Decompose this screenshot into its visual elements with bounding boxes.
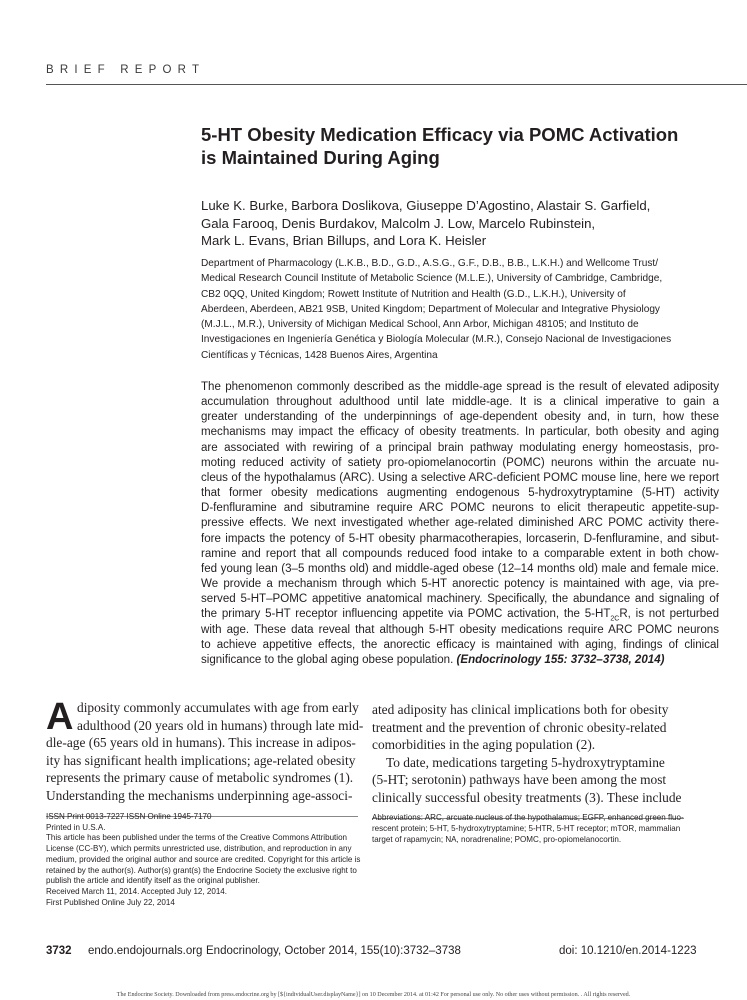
abstract-final-text: significance to the global aging obese population. [201,653,457,666]
body-line: dle-age (65 years old in humans). This increase in adipos- [46,735,356,750]
download-notice: The Endocrine Society. Downloaded from press.endocrine.org by [${individualUser.displayName}] on 10 December 2014. at 01:42 For personal use only. No other uses without permission. . All rights reserved. [116,992,631,998]
receptor-subscript: 2C [610,615,620,623]
body-line: comorbidities in the aging population (2). [372,737,596,752]
body-line: clinically successful obesity treatments (3). These include [372,789,682,805]
note-line: License (CC-BY), which permits unrestricted use, distribution, and reproduction in any [46,844,352,854]
note-line: publish the article and identify itself as the original publisher. [46,876,260,886]
abstract-line: served 5-HT–POMC appetitive anatomical machinery. Specifically, the abundance and signaling of [201,593,719,606]
abstract-line: moting reduced activity of satiety pro-opiomelanocortin (POMC) neurons within the arcuate nu- [201,456,719,469]
abstract-line: to achieve appetitive effects, the anorectic efficacy is maintained with aging, findings of clinical [201,638,719,651]
abbreviation-line: Abbreviations: ARC, arcuate nucleus of the hypothalamus; EGFP, enhanced green fluo- [372,813,684,822]
page-number: 3732 [46,945,72,957]
body-line: represents the primary cause of metabolic syndromes (1). [46,770,354,785]
abstract-line-receptor-tail: R, is not perturbed [619,608,719,621]
abstract-line: D-fenfluramine and sibutramine require ARC POMC neurons to elicit therapeutic appetite-sup- [201,502,719,515]
abstract-line: fore impacts the potency of 5-HT obesity pharmacotherapies, lorcaserin, D-fenfluramine, and sibut- [201,532,719,545]
abstract-line: The phenomenon commonly described as the middle-age spread is the result of elevated adiposity [201,381,719,393]
doi-link[interactable]: doi: 10.1210/en.2014-1223 [559,945,697,957]
abstract-line: cleus of the hypothalamus (ARC). Using a selective ARC-deficient POMC mouse line, here we report [201,471,719,484]
affiliation-line: Científicas y Técnicas, 1428 Buenos Aires, Argentina [201,349,438,361]
abstract-line: ramine and report that all compounds reduced food intake to a comparable extent in both chow- [201,547,719,560]
title-line: is Maintained During Aging [201,147,440,168]
body-line: treatment and the prevention of chronic obesity-related [372,719,667,735]
affiliation-line: CB2 0QQ, United Kingdom; Rowett Institute of Nutrition and Health (G.D., L.K.H.), University of [201,288,626,300]
author-line: Luke K. Burke, Barbora Doslikova, Giuseppe D’Agostino, Alastair S. Garfield, [201,198,651,213]
note-line: This article has been published under the terms of the Creative Commons Attribution [46,833,348,843]
body-line: (5-HT; serotonin) pathways have been among the most [372,772,667,787]
affiliation-line: (M.J.L., M.R.), University of Michigan Medical School, Ann Arbor, Michigan 48105; and Instituto de [201,319,639,331]
header-divider [46,84,747,85]
body-column-right [372,701,682,806]
affiliation-line: Aberdeen, Aberdeen, AB21 9SB, United Kingdom; Department of Molecular and Integrative Physiology [201,303,660,315]
abstract [201,380,719,668]
note-line: medium, provided the original author and source are credited. Copyright for this article is [46,854,361,864]
abstract-line-receptor [201,607,719,622]
author-list [201,197,721,250]
note-line: retained by the author(s). Author(s) grant(s) the Endocrine Society the exclusive right to [46,865,357,875]
affiliation-line: Investigaciones en Ingeniería Genética y Biología Molecular (M.R.), Consejo Nacional de Investigaciones [201,334,672,346]
abstract-line: We provide a mechanism through which 5-HT anorectic potency is maintained with age, via pre- [201,578,719,591]
abstract-line: fed young lean (3–5 months old) and middle-aged obese (12–14 months old) male and female mice. [201,562,719,575]
abstract-line-receptor-text: the primary 5-HT receptor influencing appetite via POMC activation, the 5-HT [201,608,611,621]
affiliations [201,256,721,363]
drop-cap: A [46,696,74,738]
abstract-line: with age. These data reveal that although 5-HT obesity medications require ARC POMC neurons [201,623,719,636]
affiliation-line: Medical Research Council Institute of Metabolic Science (M.L.E.), University of Cambridge, Cambridge, [201,273,663,285]
body-column-left [46,696,364,804]
affiliation-line: Department of Pharmacology (L.K.B., B.D., G.D., A.S.G., G.F., D.B., B.B., L.K.H.) and Wellcome Trust/ [201,258,658,269]
note-line: Received March 11, 2014. Accepted July 12, 2014. [46,886,228,896]
abbreviation-line: rescent protein; 5-HT, 5-hydroxytryptamine; 5-HTR, 5-HT receptor; mTOR, mammalian [372,823,681,833]
page-footer [46,945,726,961]
abbreviations [372,813,692,846]
author-line: Gala Farooq, Denis Burdakov, Malcolm J. Low, Marcelo Rubinstein, [201,215,596,231]
body-line: adulthood (20 years old in humans) through late mid- [77,717,364,733]
note-line: First Published Online July 22, 2014 [46,897,175,907]
note-line: Printed in U.S.A. [46,822,106,832]
abstract-line: that former obesity medications augmenting endogenous 5-hydroxytryptamine (5-HT) activity [201,487,719,500]
abstract-line: greater understanding of the underpinnings of age-dependent obesity and, in turn, how these [201,411,719,424]
title-line: 5-HT Obesity Medication Efficacy via POMC Activation [201,124,679,145]
abstract-line: mechanisms may impact the efficacy of obesity treatments. In particular, both obesity and aging [201,426,719,439]
abstract-line: accumulation throughout adulthood until late middle-age. It is a clinical imperative to gain a [201,396,719,409]
body-line: diposity commonly accumulates with age from early [77,700,359,715]
journal-url-link[interactable]: endo.endojournals.org [88,945,203,957]
journal-citation: Endocrinology, October 2014, 155(10):3732–3738 [206,945,461,957]
abbreviation-line: target of rapamycin; NA, noradrenaline; POMC, pro-opiomelanocortin. [372,834,622,844]
abstract-line: pressive effects. We next investigated whether age-related diminished ARC POMC activity there- [201,517,719,530]
abstract-line: are associated with rewiring of a principal brain pathway modulating energy homeostasis, pro- [201,441,719,454]
author-line: Mark L. Evans, Brian Billups, and Lora K. Heisler [201,233,487,248]
body-line: ity has significant health implications; age-related obesity [46,752,356,768]
publication-notes [46,812,366,908]
section-label: BRIEF REPORT [46,64,206,76]
article-title [201,123,721,169]
abstract-line-final [201,653,719,668]
body-line: ated adiposity has clinical implications both for obesity [372,702,669,717]
abstract-citation: (Endocrinology 155: 3732–3738, 2014) [456,653,665,666]
body-line: To date, medications targeting 5-hydroxytryptamine [386,754,665,770]
note-line: ISSN Print 0013-7227 ISSN Online 1945-7170 [46,812,212,821]
body-line: Understanding the mechanisms underpinning age-associ- [46,787,353,803]
